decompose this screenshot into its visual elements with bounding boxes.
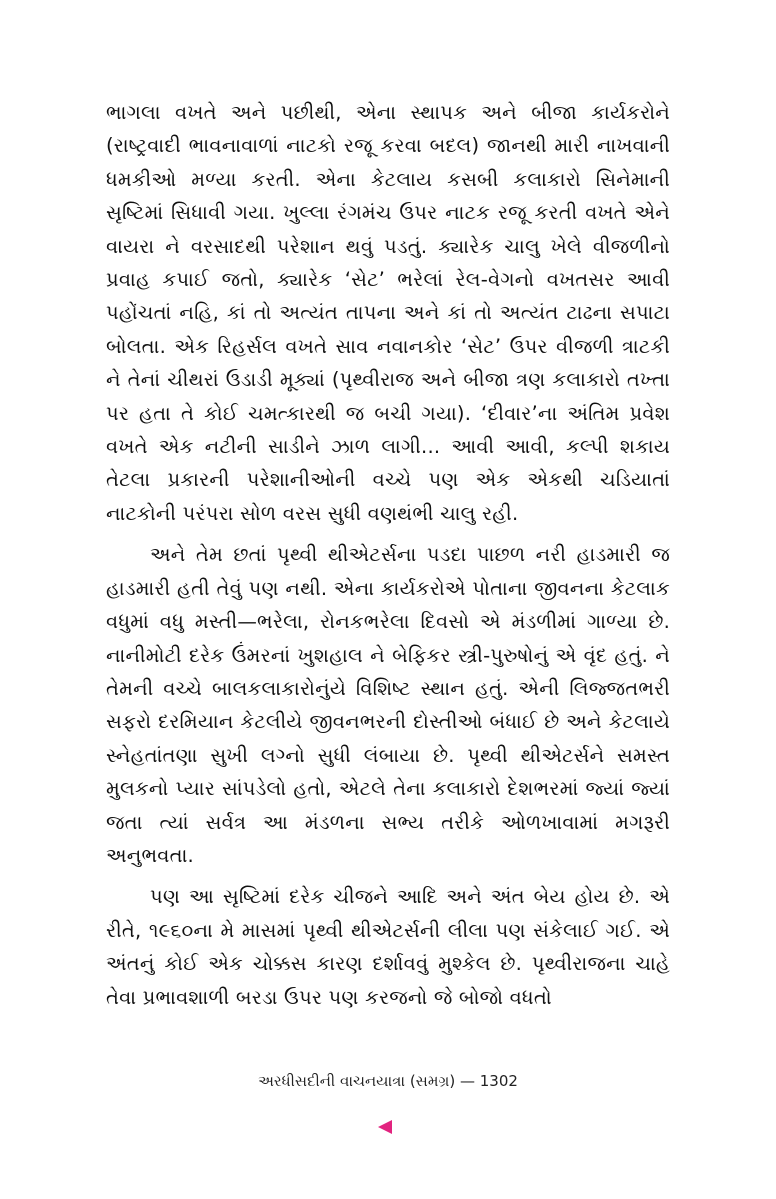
paragraph-3: પણ આ સૃષ્ટિમાં દરેક ચીજને આદિ અને અંત બેય હોય છે. એ રીતે, ૧૯૬૦ના મે માસમાં પૃથ્વી થીએટર્સની લીલા પણ સંકેલાઈ ગઈ. એ અંતનું કોઈ એક ચોક્કસ કારણ દર્શાવવું મુશ્કેલ છે. પૃથ્વીરાજના ચાહે તેવા પ્રભાવશાળી બરડા ઉપર પણ કરજનો જે બોજો વધતો [106,885,670,1009]
paragraph-2: અને તેમ છતાં પૃથ્વી થીએટર્સના પડદા પાછળ નરી હાડમારી જ હાડમારી હતી તેવું પણ નથી. એના કાર્યકરોએ પોતાના જીવનના કેટલાક વધુમાં વધુ મસ્તી—ભરેલા, રોનકભરેલા દિવસો એ મંડળીમાં ગાળ્યા છે. નાનીમોટી દરેક ઉંમરનાં ખુશહાલ ને બેફિકર સ્ત્રી-પુરુષોનું એ વૃંદ હતું. ને તેમની વચ્ચે બાલકલાકારોનુંયે વિશિષ્ટ સ્થાન હતું. એની લિજ્જતભરી સફરો દરમિયાન કેટલીયે જીવનભરની દોસ્તીઓ બંધાઈ છે અને કેટલાયે સ્નેહતાંતણા સુખી લગ્નો સુધી લંબાયા છે. પૃથ્વી થીએટર્સને સમસ્ત મુલકનો પ્યાર સાંપડેલો હતો, એટલે તેના કલાકારો દેશભરમાં જ્યાં જ્યાં જતા ત્યાં સર્વત્ર આ મંડળના સભ્ય તરીકે ઓળખાવામાં મગરૂરી અનુભવતા. [106,543,670,867]
previous-page-arrow-icon[interactable] [378,1120,392,1134]
page-footer: અરધીસદીની વાચનયાત્રા (સમગ્ર) — 1302 [258,1072,518,1090]
page-body [106,96,670,1014]
paragraph-1: ભાગલા વખતે અને પછીથી, એના સ્થાપક અને બીજા કાર્યકરોને (રાષ્ટ્રવાદી ભાવનાવાળાં નાટકો રજૂ કરવા બદલ) જાનથી મારી નાખવાની ધમકીઓ મળ્યા કરતી. એના કેટલાય કસબી કલાકારો સિનેમાની સૃષ્ટિમાં સિધાવી ગયા. ખુલ્લા રંગમંચ ઉપર નાટક રજૂ કરતી વખતે એને વાયરા ને વરસાદથી પરેશાન થવું પડતું. ક્યારેક ચાલુ ખેલે વીજળીનો પ્રવાહ કપાઈ જતો, ક્યારેક ‘સેટ’ ભરેલાં રેલ-વેગનો વખતસર આવી પહોંચતાં નહિ, કાં તો અત્યંત તાપના અને કાં તો અત્યંત ટાઢના સપાટા બોલતા. એક રિહર્સલ વખતે સાવ નવાનકોર ‘સેટ’ ઉપર વીજળી ત્રાટકી ને તેનાં ચીથરાં ઉડાડી મૂક્યાં (પૃથ્વીરાજ અને બીજા ત્રણ કલાકારો તખ્તા પર હતા તે કોઈ ચમત્કારથી જ બચી ગયા). ‘દીવાર’ના અંતિમ પ્રવેશ વખતે એક નટીની સાડીને ઝાળ લાગી... આવી આવી, કલ્પી શકાય તેટલા પ્રકારની પરેશાનીઓની વચ્ચે પણ એક એકથી ચડિયાતાં નાટકોની પરંપરા સોળ વરસ સુધી વણથંભી ચાલુ રહી. [106,101,670,525]
